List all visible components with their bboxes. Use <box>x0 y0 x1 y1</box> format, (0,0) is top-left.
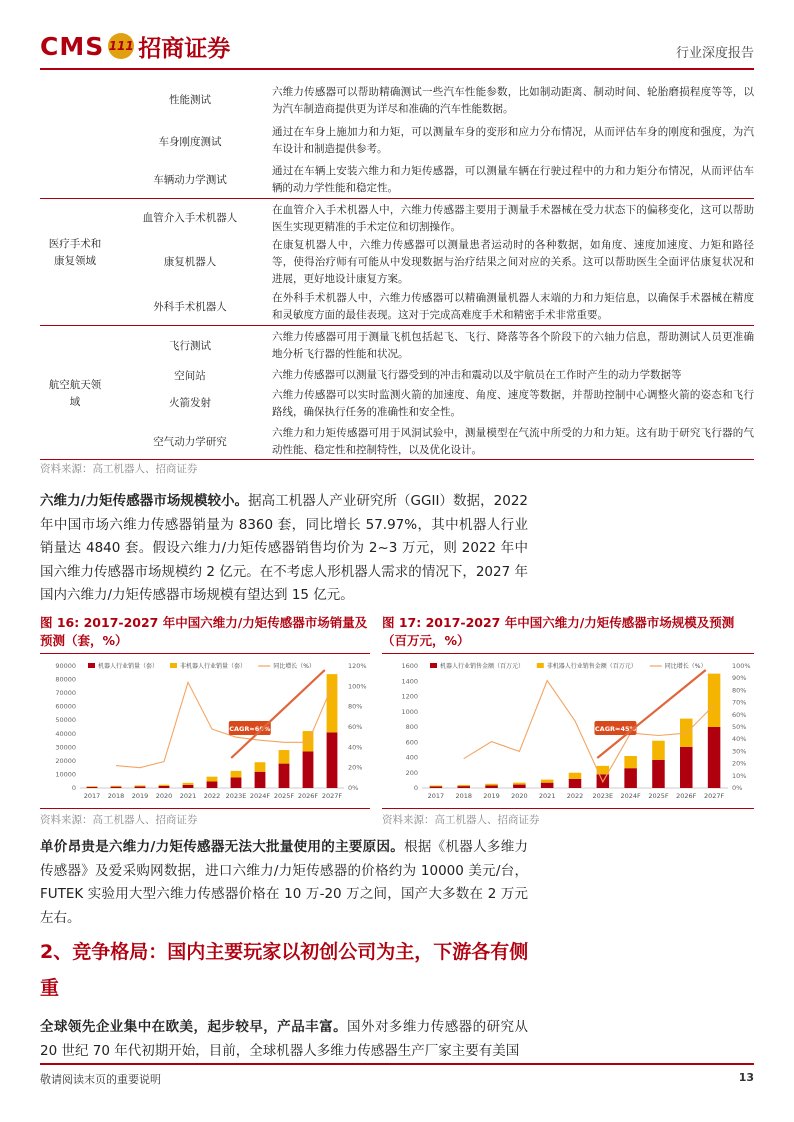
bar-robot <box>111 787 122 788</box>
table-row-desc: 在康复机器人中，六维力传感器可以测量患者运动时的各种数据，如角度、速度加速度、力矩和路径等，使得治疗师有可能从中发现数据与治疗结果之间对应的关系。这可以帮助医生全面评估康复状况和进展，更好地设计康复方案。 <box>272 239 754 285</box>
source-note: 资料来源：高工机器人、招商证券 <box>40 463 198 475</box>
table-row-sub: 车辆动力学测试 <box>153 174 227 186</box>
y2-tick-label: 10% <box>732 771 747 780</box>
x-tick-label: 2018 <box>107 792 125 800</box>
y-tick-label: 1200 <box>401 692 418 701</box>
bar-non-robot <box>87 786 98 787</box>
paragraph-lead: 六维力/力矩传感器市场规模较小。 <box>40 493 249 509</box>
y2-tick-label: 20% <box>348 763 363 772</box>
x-tick-label: 2022 <box>566 792 584 800</box>
table-category: 医疗手术和康复领域 <box>48 238 102 267</box>
footer-note: 敬请阅读末页的重要说明 <box>40 1073 161 1086</box>
table-row-desc: 六维力传感器可以实时监测火箭的加速度、角度、速度等数据，并帮助控制中心调整火箭的姿态和飞行路线，确保执行任务的准确性和安全性。 <box>272 389 754 418</box>
y-tick-label: 0 <box>413 784 418 792</box>
bar-robot <box>135 786 146 788</box>
source-note: 资料来源：高工机器人、招商证券 <box>40 814 198 826</box>
bar-non-robot <box>652 741 665 760</box>
section-divider <box>40 325 754 326</box>
bar-non-robot <box>430 786 443 787</box>
bar-non-robot <box>624 756 637 768</box>
table-row-desc: 六维力传感器可以测量飞行器受到的冲击和震动以及宇航员在工作时产生的动力学数据等 <box>272 369 682 381</box>
y-tick-label: 600 <box>405 738 418 747</box>
page-footer <box>40 1063 754 1089</box>
bar-robot <box>279 764 290 788</box>
y-tick-label: 0 <box>71 784 76 792</box>
bar-robot <box>159 786 170 788</box>
y2-tick-label: 20% <box>732 759 747 768</box>
paragraph-body: 国外对多维力传感器的研究从 20 世纪 70 年代初期开始，目前，全球机器人多维力传感器生产厂家主要有美国 <box>40 1019 529 1059</box>
x-tick-label: 2024F <box>620 792 641 800</box>
table-row-sub: 血管介入手术机器人 <box>142 212 238 224</box>
bar-non-robot <box>255 762 266 771</box>
y-tick-label: 50000 <box>55 716 76 725</box>
y-tick-label: 1600 <box>401 662 418 670</box>
bar-non-robot <box>457 785 470 786</box>
x-tick-label: 2027F <box>321 792 343 800</box>
paragraph-market-size <box>40 490 528 608</box>
x-tick-label: 2017 <box>83 792 101 800</box>
bar-robot <box>183 785 194 788</box>
bar-non-robot <box>159 785 170 786</box>
x-tick-label: 2021 <box>538 792 556 800</box>
brand-logo <box>40 28 230 64</box>
x-tick-label: 2021 <box>179 792 197 800</box>
y-tick-label: 40000 <box>55 729 76 738</box>
y-tick-label: 30000 <box>55 743 76 752</box>
table-row-sub: 空气动力学研究 <box>153 436 227 448</box>
x-tick-label: 2017 <box>427 792 445 800</box>
figure-rule <box>382 808 754 809</box>
legend-swatch <box>88 663 95 668</box>
table-row-desc: 六维力传感器可用于测量飞机包括起飞、飞行、降落等各个阶段下的六轴力信息，帮助测试人员更准确地分析飞行器的性能和状况。 <box>272 331 754 360</box>
bar-robot <box>485 785 498 788</box>
y2-tick-label: 120% <box>348 662 367 670</box>
cagr-label: CAGR≈60% <box>229 725 271 733</box>
report-type: 行业深度报告 <box>675 46 754 61</box>
legend-swatch <box>170 663 177 668</box>
bar-robot <box>255 772 266 788</box>
bar-non-robot <box>135 785 146 786</box>
section-divider <box>40 198 754 199</box>
section-heading: 2、竞争格局：国内主要玩家以初创公司为主，下游各有侧重 <box>40 941 529 999</box>
x-tick-label: 2025F <box>273 792 295 800</box>
y-tick-label: 20000 <box>55 756 76 765</box>
bar-robot <box>207 781 218 788</box>
paragraph-lead: 单价昂贵是六维力/力矩传感器无法大批量使用的主要原因。 <box>40 839 405 855</box>
logo-badge-icon: 111 <box>108 33 134 59</box>
bar-robot <box>430 786 443 788</box>
x-tick-label: 2020 <box>511 792 528 800</box>
bar-robot <box>569 779 582 788</box>
bar-robot <box>303 751 314 788</box>
y2-tick-label: 60% <box>348 723 363 731</box>
y2-tick-label: 90% <box>732 674 747 683</box>
legend-label: 同比增长（%） <box>664 663 707 670</box>
bar-non-robot <box>207 777 218 782</box>
x-tick-label: 2018 <box>455 792 473 800</box>
table-row-desc: 在血管介入手术机器人中，六维力传感器主要用于测量手术器械在受力状态下的偏移变化，这可以帮助医生实现更精准的手术定位和切割操作。 <box>272 204 754 233</box>
x-tick-label: 2022 <box>203 792 221 800</box>
y-tick-label: 10000 <box>55 770 76 779</box>
y2-tick-label: 40% <box>348 743 363 752</box>
table-row-sub: 车身刚度测试 <box>158 136 222 148</box>
bar-non-robot <box>708 674 721 727</box>
y2-tick-label: 80% <box>348 702 363 711</box>
paragraph-lead: 全球领先企业集中在欧美，起步较早，产品丰富。 <box>40 1019 348 1035</box>
legend-label: 机器人行业销量（套） <box>98 663 159 670</box>
y-tick-label: 80000 <box>55 675 76 684</box>
bar-non-robot <box>513 783 526 785</box>
figure-rule <box>40 653 370 654</box>
paragraph-body: 据高工机器人产业研究所（GGII）数据，2022年中国市场六维力传感器销量为 8360 套，同比增长 57.97%，其中机器人行业销量达 4840 套。假设六维力/力矩传感器销售均价为 2~3 万元，则 2022 年中国六维力传感器市场规模约 2 亿元。在不考虑人形机器人需求的情况下，2027 年国内六维力/力矩传感器市场规模有望达到 15 亿元。 <box>40 493 528 603</box>
figure-rule <box>382 653 754 654</box>
table-row-sub: 外科手术机器人 <box>153 301 227 313</box>
table-row-desc: 六维力和力矩传感器可用于风洞试验中，测量模型在气流中所受的力和力矩。这有助于研究飞行器的气动性能、稳定性和控制特性，以及优化设计。 <box>272 427 754 456</box>
legend-label: 非机器人行业销量（套） <box>180 663 247 670</box>
bar-robot <box>680 747 693 788</box>
legend-label: 同比增长（%） <box>273 663 315 670</box>
bar-non-robot <box>569 773 582 779</box>
bar-robot <box>457 786 470 788</box>
table-row-desc: 通过在车辆上安装六维力和力矩传感器，可以测量车辆在行驶过程中的力和力矩分布情况，从而评估车辆的动力学性能和稳定性。 <box>272 165 754 194</box>
bar-robot <box>87 787 98 788</box>
bar-robot <box>624 768 637 788</box>
y2-tick-label: 30% <box>732 747 747 756</box>
bar-robot <box>708 727 721 788</box>
section-divider <box>40 459 754 460</box>
paragraph-body: 根据《机器人多维力传感器》及爱采购网数据，进口六维力/力矩传感器的价格约为 10000 美元/台，FUTEK 实验用大型六维力传感器价格在 10 万-20 万之间，国产大多数在 2 万元左右。 <box>40 839 528 926</box>
x-tick-label: 2019 <box>483 792 500 800</box>
figure-17-title: 图 17: 2017-2027 年中国六维力/力矩传感器市场规模及预测（百万元，%） <box>382 615 735 648</box>
bar-non-robot <box>541 780 554 783</box>
figure-16-title: 图 16: 2017-2027 年中国六维力/力矩传感器市场销量及预测（套，%） <box>40 615 368 648</box>
y2-tick-label: 0% <box>732 784 743 792</box>
x-tick-label: 2020 <box>155 792 173 800</box>
y2-tick-label: 70% <box>732 698 747 707</box>
y2-tick-label: 50% <box>732 723 747 731</box>
y-tick-label: 200 <box>405 768 418 777</box>
source-note: 资料来源：高工机器人、招商证券 <box>382 814 540 826</box>
table-category: 航空航天领域 <box>48 379 102 408</box>
y-tick-label: 60000 <box>55 702 76 711</box>
bar-non-robot <box>111 786 122 787</box>
legend-label: 非机器人行业销售金额（百万元） <box>546 663 637 670</box>
table-row-sub: 火箭发射 <box>169 397 211 409</box>
bar-non-robot <box>279 750 290 764</box>
x-tick-label: 2024F <box>249 792 271 800</box>
x-tick-label: 2026F <box>297 792 319 800</box>
x-tick-label: 2026F <box>676 792 697 800</box>
bar-non-robot <box>327 674 338 732</box>
bar-robot <box>541 783 554 788</box>
legend-swatch <box>537 663 544 668</box>
table-row-desc: 通过在车身上施加力和力矩，可以测量车身的变形和应力分布情况，从而评估车身的刚度和强度，为汽车设计和制造提供参考。 <box>272 126 754 155</box>
figure-rule <box>40 808 370 809</box>
table-row-desc: 在外科手术机器人中，六维力传感器可以精确测量机器人末端的力和力矩信息，以确保手术器械在精度和灵敏度方面的最佳表现。这对于完成高难度手术和精密手术非常重要。 <box>272 292 754 321</box>
chart-market-size <box>382 656 754 806</box>
y-tick-label: 1400 <box>401 677 418 686</box>
y2-tick-label: 100% <box>348 682 367 691</box>
y2-tick-label: 80% <box>732 686 747 695</box>
page-number: 13 <box>738 1071 754 1084</box>
bar-robot <box>231 777 242 788</box>
y-tick-label: 800 <box>405 723 418 731</box>
table-row-sub: 性能测试 <box>169 94 211 106</box>
y2-tick-label: 0% <box>348 784 359 792</box>
cagr-label: CAGR≈45% <box>594 725 637 733</box>
paragraph-price <box>40 836 528 930</box>
x-tick-label: 2025F <box>648 792 669 800</box>
y-tick-label: 90000 <box>55 662 76 670</box>
bar-non-robot <box>183 783 194 785</box>
bar-robot <box>652 760 665 788</box>
x-tick-label: 2023E <box>592 792 614 800</box>
bar-non-robot <box>231 771 242 778</box>
x-tick-label: 2027F <box>703 792 725 800</box>
chart-sales-volume <box>40 656 370 806</box>
table-row-sub: 飞行测试 <box>169 340 211 352</box>
logo-chinese-name: 招商证券 <box>138 34 231 62</box>
bar-robot <box>513 785 526 788</box>
y-tick-label: 70000 <box>55 689 76 698</box>
y2-tick-label: 40% <box>732 735 747 744</box>
bar-non-robot <box>485 784 498 786</box>
y2-tick-label: 60% <box>732 710 747 719</box>
y-tick-label: 400 <box>405 753 418 762</box>
table-row-desc: 六维力传感器可以帮助精确测试一些汽车性能参数，比如制动距离、制动时间、轮胎磨损程度等等，以为汽车制造商提供更为详尽和准确的汽车性能数据。 <box>272 86 754 115</box>
legend-swatch <box>430 663 437 668</box>
line-growth <box>464 681 714 782</box>
page-header <box>40 24 754 70</box>
y-tick-label: 1000 <box>401 707 418 716</box>
table-row-sub: 空间站 <box>174 370 206 382</box>
table-row-sub: 康复机器人 <box>163 256 217 268</box>
x-tick-label: 2019 <box>131 792 149 800</box>
bar-robot <box>327 732 338 788</box>
legend-label: 机器人行业销售金额（百万元） <box>440 663 525 670</box>
x-tick-label: 2023E <box>225 792 247 800</box>
y2-tick-label: 100% <box>732 662 751 670</box>
paragraph-competition <box>40 1016 528 1063</box>
logo-text: CMS <box>40 31 105 61</box>
